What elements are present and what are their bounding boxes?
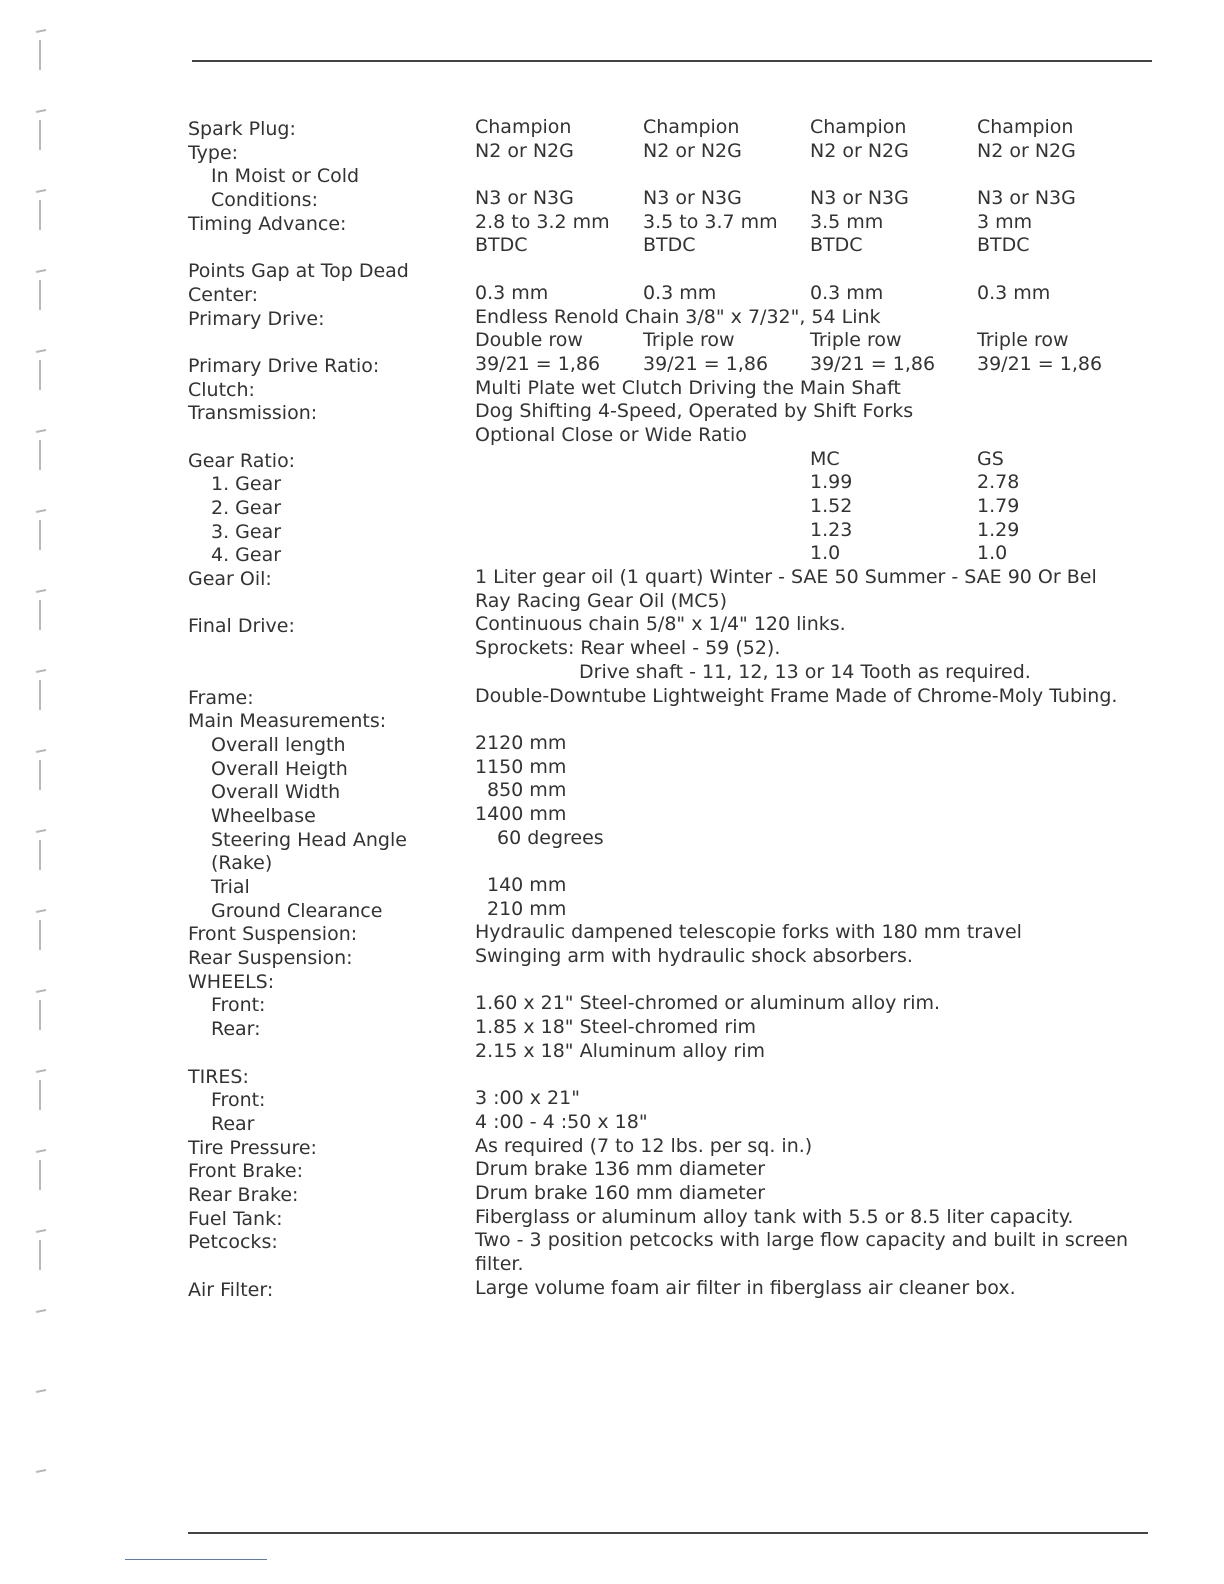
- width-value: 850 mm: [487, 779, 567, 802]
- btdc-c3: BTDC: [810, 234, 863, 257]
- front-brake-value: Drum brake 136 mm diameter: [475, 1158, 766, 1181]
- btdc-c2: BTDC: [643, 234, 696, 257]
- row-btdc: [475, 234, 1175, 258]
- optional-value: Optional Close or Wide Ratio: [475, 423, 747, 446]
- label-overall-height: Overall Heigth: [211, 757, 348, 780]
- primary-drive-value: Endless Renold Chain 3/8" x 7/32", 54 Link: [475, 305, 881, 328]
- label-gear-4: 4. Gear: [211, 544, 282, 567]
- label-overall-width: Overall Width: [211, 781, 341, 804]
- label-wheelbase: Wheelbase: [211, 804, 316, 827]
- front-suspension-value: Hydraulic dampened telescopie forks with 180 mm travel: [475, 921, 1022, 944]
- label-trial: Trial: [211, 876, 250, 898]
- label-steering-2: (Rake): [211, 852, 273, 875]
- label-front-brake: Front Brake:: [188, 1160, 304, 1183]
- champion-c3: Champion: [810, 116, 907, 138]
- timing-c1: 2.8 to 3.2 mm: [475, 210, 610, 233]
- ratio-c2: 39/21 = 1,86: [643, 352, 769, 375]
- row-gear-3: [475, 519, 1175, 543]
- label-tires: TIRES:: [188, 1065, 249, 1088]
- n3-c4: N3 or N3G: [977, 187, 1076, 210]
- label-gear-oil: Gear Oil:: [188, 568, 272, 591]
- gear2-gs: 1.79: [977, 495, 1020, 517]
- btdc-c1: BTDC: [475, 234, 528, 257]
- gear4-gs: 1.0: [977, 542, 1008, 565]
- label-fuel-tank: Fuel Tank:: [188, 1207, 283, 1230]
- transmission-value: Dog Shifting 4-Speed, Operated by Shift Forks: [475, 400, 914, 423]
- spec-labels: [188, 118, 458, 1302]
- ratio-c3: 39/21 = 1,86: [810, 352, 936, 375]
- btdc-c4: BTDC: [977, 234, 1030, 257]
- tire-front-value: 3 :00 x 21": [475, 1087, 580, 1110]
- label-points-2: Center:: [188, 283, 259, 306]
- label-overall-length: Overall length: [211, 733, 346, 756]
- label-wheels-rear: Rear:: [211, 1018, 261, 1041]
- final-drive-value-2: Sprockets: Rear wheel - 59 (52).: [475, 637, 781, 660]
- row-timing: [475, 211, 1175, 235]
- label-clutch: Clutch:: [188, 378, 255, 401]
- fuel-tank-value: Fiberglass or aluminum alloy tank with 5.5 or 8.5 liter capacity.: [475, 1205, 1074, 1228]
- wheel-rear-value-2: 2.15 x 18" Aluminum alloy rim: [475, 1039, 766, 1062]
- label-gear-ratio: Gear Ratio:: [188, 449, 296, 472]
- label-rear-brake: Rear Brake:: [188, 1183, 299, 1206]
- label-wheels: WHEELS:: [188, 970, 275, 993]
- rear-suspension-value: Swinging arm with hydraulic shock absorbers.: [475, 945, 913, 968]
- champion-c1: Champion: [475, 116, 572, 138]
- chain-c3: Triple row: [810, 329, 902, 352]
- points-c2: 0.3 mm: [643, 281, 717, 304]
- label-primary-drive: Primary Drive:: [188, 307, 325, 330]
- steering-value: 60 degrees: [497, 826, 604, 849]
- label-type: Type:: [188, 141, 239, 164]
- chain-c2: Triple row: [643, 329, 735, 352]
- n2-c1: N2 or N2G: [475, 139, 574, 162]
- ground-value: 210 mm: [487, 897, 567, 920]
- row-n2: [475, 140, 1175, 164]
- chain-c1: Double row: [475, 329, 583, 352]
- label-timing: Timing Advance:: [188, 212, 347, 235]
- label-tires-rear: Rear: [211, 1112, 255, 1135]
- label-steering-1: Steering Head Angle: [211, 828, 407, 851]
- rear-brake-value: Drum brake 160 mm diameter: [475, 1181, 766, 1204]
- tire-pressure-value: As required (7 to 12 lbs. per sq. in.): [475, 1134, 813, 1157]
- petcocks-value-1: Two - 3 position petcocks with large flow capacity and built in screen: [475, 1229, 1129, 1252]
- ratio-c1: 39/21 = 1,86: [475, 352, 601, 375]
- n2-c4: N2 or N2G: [977, 139, 1076, 162]
- label-transmission: Transmission:: [188, 402, 318, 425]
- gear-oil-value-2: Ray Racing Gear Oil (MC5): [475, 589, 728, 612]
- gear-header-gs: GS: [977, 447, 1004, 470]
- label-petcocks: Petcocks:: [188, 1231, 278, 1254]
- gear4-mc: 1.0: [810, 542, 841, 565]
- gear2-mc: 1.52: [810, 495, 853, 517]
- champion-c2: Champion: [643, 116, 740, 138]
- air-filter-value: Large volume foam air filter in fiberglass air cleaner box.: [475, 1276, 1016, 1299]
- binder-holes: [0, 0, 64, 1584]
- height-value: 1150 mm: [475, 755, 567, 778]
- label-rear-suspension: Rear Suspension:: [188, 947, 353, 970]
- clutch-value: Multi Plate wet Clutch Driving the Main Shaft: [475, 376, 901, 399]
- label-tire-pressure: Tire Pressure:: [188, 1136, 317, 1159]
- row-chain-type: [475, 329, 1175, 353]
- label-front-suspension: Front Suspension:: [188, 923, 358, 946]
- label-primary-ratio: Primary Drive Ratio:: [188, 354, 380, 377]
- label-moist-1: In Moist or Cold: [211, 165, 360, 188]
- label-gear-1: 1. Gear: [211, 473, 282, 496]
- trial-value: 140 mm: [487, 874, 567, 896]
- timing-c2: 3.5 to 3.7 mm: [643, 210, 778, 233]
- spec-values: [475, 116, 1175, 1300]
- footnote-rule: [125, 1559, 267, 1560]
- row-gear-header: [475, 448, 1175, 472]
- row-gear-1: [475, 471, 1175, 495]
- n2-c3: N2 or N2G: [810, 139, 909, 162]
- row-ratio: [475, 353, 1175, 377]
- gear1-mc: 1.99: [810, 471, 853, 494]
- gear3-gs: 1.29: [977, 518, 1020, 541]
- ratio-c4: 39/21 = 1,86: [977, 352, 1103, 375]
- bottom-rule: [188, 1532, 1148, 1534]
- label-frame: Frame:: [188, 686, 254, 709]
- gear-header-mc: MC: [810, 447, 840, 470]
- wheel-front-value: 1.60 x 21" Steel-chromed or aluminum alloy rim.: [475, 992, 941, 1015]
- label-gear-3: 3. Gear: [211, 520, 282, 543]
- label-wheels-front: Front:: [211, 994, 266, 1017]
- label-tires-front: Front:: [211, 1089, 266, 1112]
- tire-rear-value: 4 :00 - 4 :50 x 18": [475, 1110, 648, 1133]
- label-main-measurements: Main Measurements:: [188, 710, 387, 733]
- gear-oil-value-1: 1 Liter gear oil (1 quart) Winter - SAE 50 Summer - SAE 90 Or Bel: [475, 566, 1097, 589]
- label-ground-clearance: Ground Clearance: [211, 899, 383, 922]
- row-n3: [475, 187, 1175, 211]
- wheelbase-value: 1400 mm: [475, 802, 567, 825]
- points-c1: 0.3 mm: [475, 281, 549, 304]
- gear3-mc: 1.23: [810, 518, 853, 541]
- final-drive-value-1: Continuous chain 5/8" x 1/4" 120 links.: [475, 613, 846, 636]
- n3-c1: N3 or N3G: [475, 187, 574, 210]
- frame-value: Double-Downtube Lightweight Frame Made of Chrome-Moly Tubing.: [475, 684, 1118, 707]
- label-gear-2: 2. Gear: [211, 497, 282, 519]
- label-points-1: Points Gap at Top Dead: [188, 260, 409, 283]
- timing-c4: 3 mm: [977, 210, 1033, 233]
- n3-c2: N3 or N3G: [643, 187, 742, 210]
- top-rule: [192, 60, 1152, 62]
- length-value: 2120 mm: [475, 731, 567, 754]
- row-gear-2: [475, 495, 1175, 519]
- chain-c4: Triple row: [977, 329, 1069, 352]
- label-final-drive: Final Drive:: [188, 615, 295, 638]
- n3-c3: N3 or N3G: [810, 187, 909, 210]
- points-c4: 0.3 mm: [977, 281, 1051, 304]
- label-moist-2: Conditions:: [211, 189, 318, 212]
- label-spark-plug: Spark Plug:: [188, 118, 296, 140]
- final-drive-value-3: Drive shaft - 11, 12, 13 or 14 Tooth as required.: [579, 660, 1031, 683]
- row-points: [475, 282, 1175, 306]
- points-c3: 0.3 mm: [810, 281, 884, 304]
- gear1-gs: 2.78: [977, 471, 1020, 494]
- row-gear-4: [475, 542, 1175, 566]
- petcocks-value-2: filter.: [475, 1253, 524, 1275]
- label-air-filter: Air Filter:: [188, 1278, 274, 1301]
- timing-c3: 3.5 mm: [810, 210, 884, 233]
- n2-c2: N2 or N2G: [643, 139, 742, 162]
- wheel-rear-value-1: 1.85 x 18" Steel-chromed rim: [475, 1016, 757, 1039]
- champion-c4: Champion: [977, 116, 1074, 138]
- row-champion: [475, 116, 1175, 140]
